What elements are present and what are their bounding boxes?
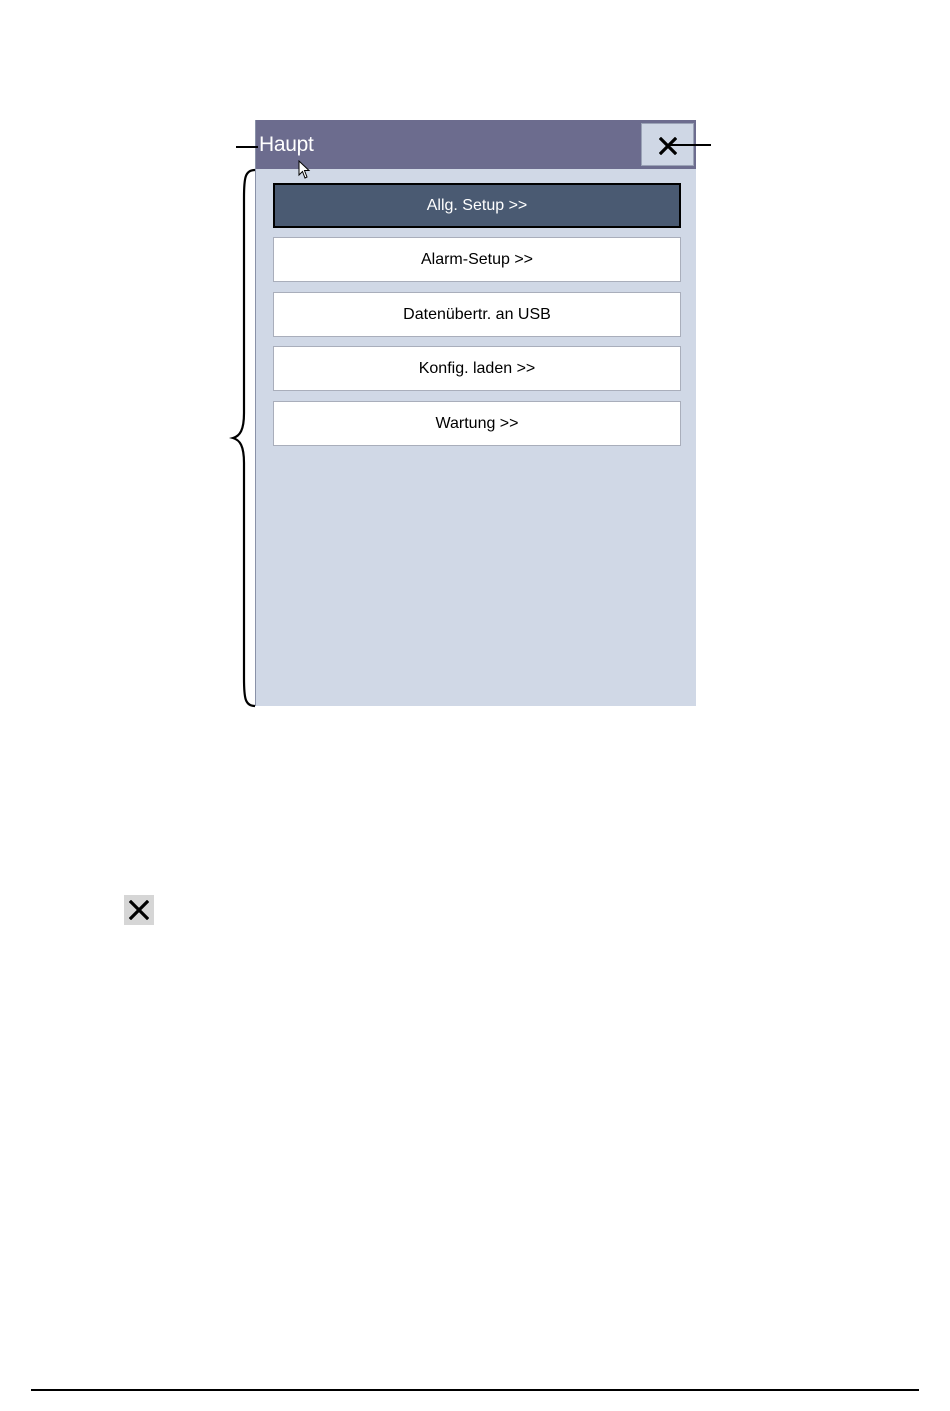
legend-close-icon-box [124, 895, 154, 925]
footer-rule [31, 1389, 919, 1391]
mouse-pointer-icon [298, 160, 312, 180]
menu-area-brace [228, 168, 258, 708]
main-menu-window [255, 120, 696, 706]
title-bar [256, 120, 696, 169]
close-icon [659, 137, 677, 155]
menu-item-data-transfer-usb[interactable]: Datenübertr. an USB [273, 292, 681, 337]
title-callout-line [236, 146, 258, 148]
window-title: Haupt [259, 133, 314, 156]
menu-item-general-setup[interactable]: Allg. Setup >> [273, 183, 681, 228]
menu-item-load-config[interactable]: Konfig. laden >> [273, 346, 681, 391]
close-icon [129, 900, 149, 920]
menu-item-alarm-setup[interactable]: Alarm-Setup >> [273, 237, 681, 282]
menu-item-maintenance[interactable]: Wartung >> [273, 401, 681, 446]
close-callout-line [666, 144, 711, 146]
